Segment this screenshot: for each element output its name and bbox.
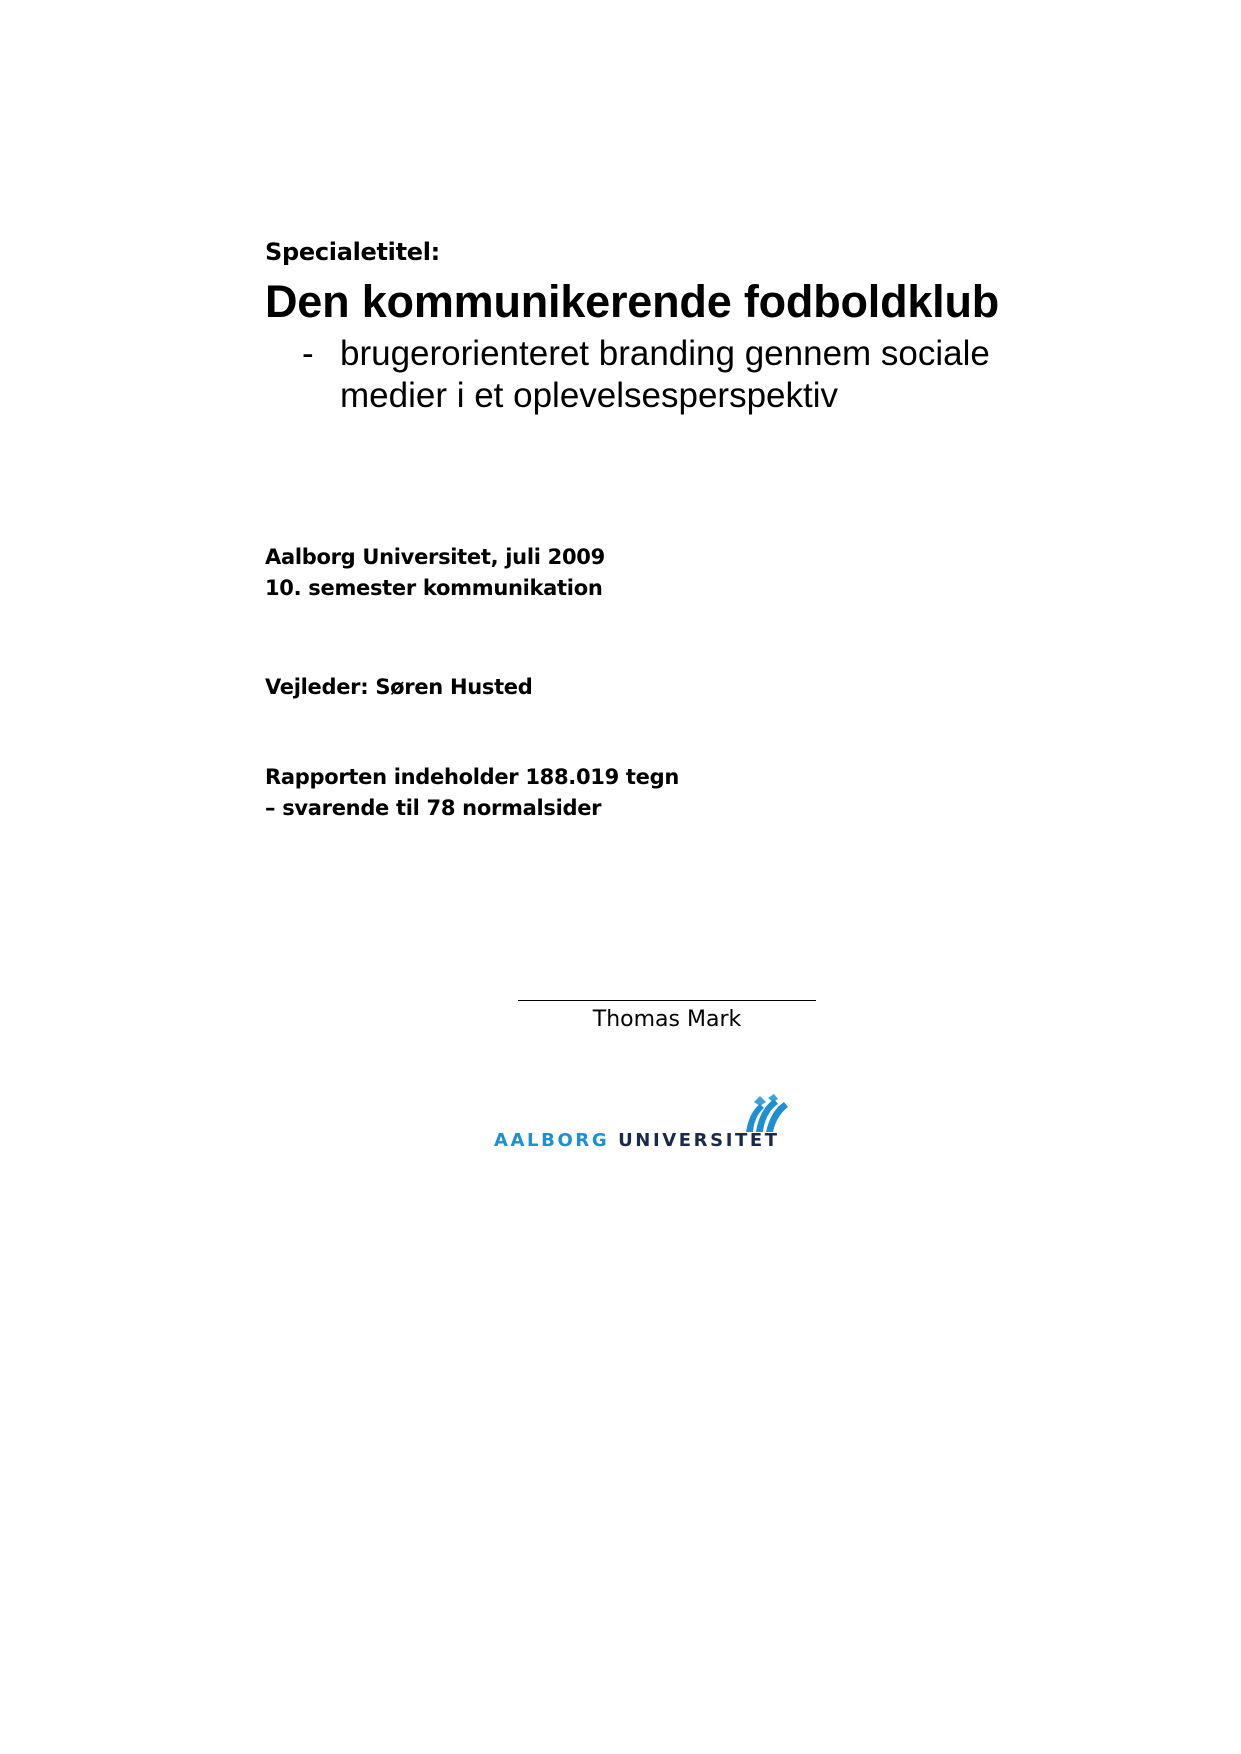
subtitle: [302, 333, 1100, 417]
report-info: [265, 762, 679, 824]
supervisor-line: Vejleder: Søren Husted: [265, 675, 533, 699]
main-title: Den kommunikerende fodboldklub: [265, 276, 1000, 327]
normal-pages-line: – svarende til 78 normalsider: [265, 796, 602, 820]
semester-line: 10. semester kommunikation: [265, 576, 603, 600]
logo-word-aalborg: AALBORG: [494, 1130, 610, 1151]
institution-info: [265, 542, 605, 604]
supervisor-info: [265, 672, 532, 703]
logo-wordmark: [494, 1130, 780, 1151]
author-name: Thomas Mark: [592, 1007, 742, 1032]
signature-line: [518, 1000, 816, 1001]
character-count-line: Rapporten indeholder 188.019 tegn: [265, 765, 679, 789]
aau-waves-icon: [744, 1094, 788, 1132]
logo-word-universitet: UNIVERSITET: [618, 1130, 780, 1151]
institution-line: Aalborg Universitet, juli 2009: [265, 545, 605, 569]
subtitle-dash: -: [302, 334, 314, 373]
title-label: Specialetitel:: [265, 238, 440, 266]
subtitle-text: brugerorienteret branding gennem sociale medier i et oplevelsesperspektiv: [340, 334, 990, 415]
university-logo: [494, 1094, 830, 1152]
